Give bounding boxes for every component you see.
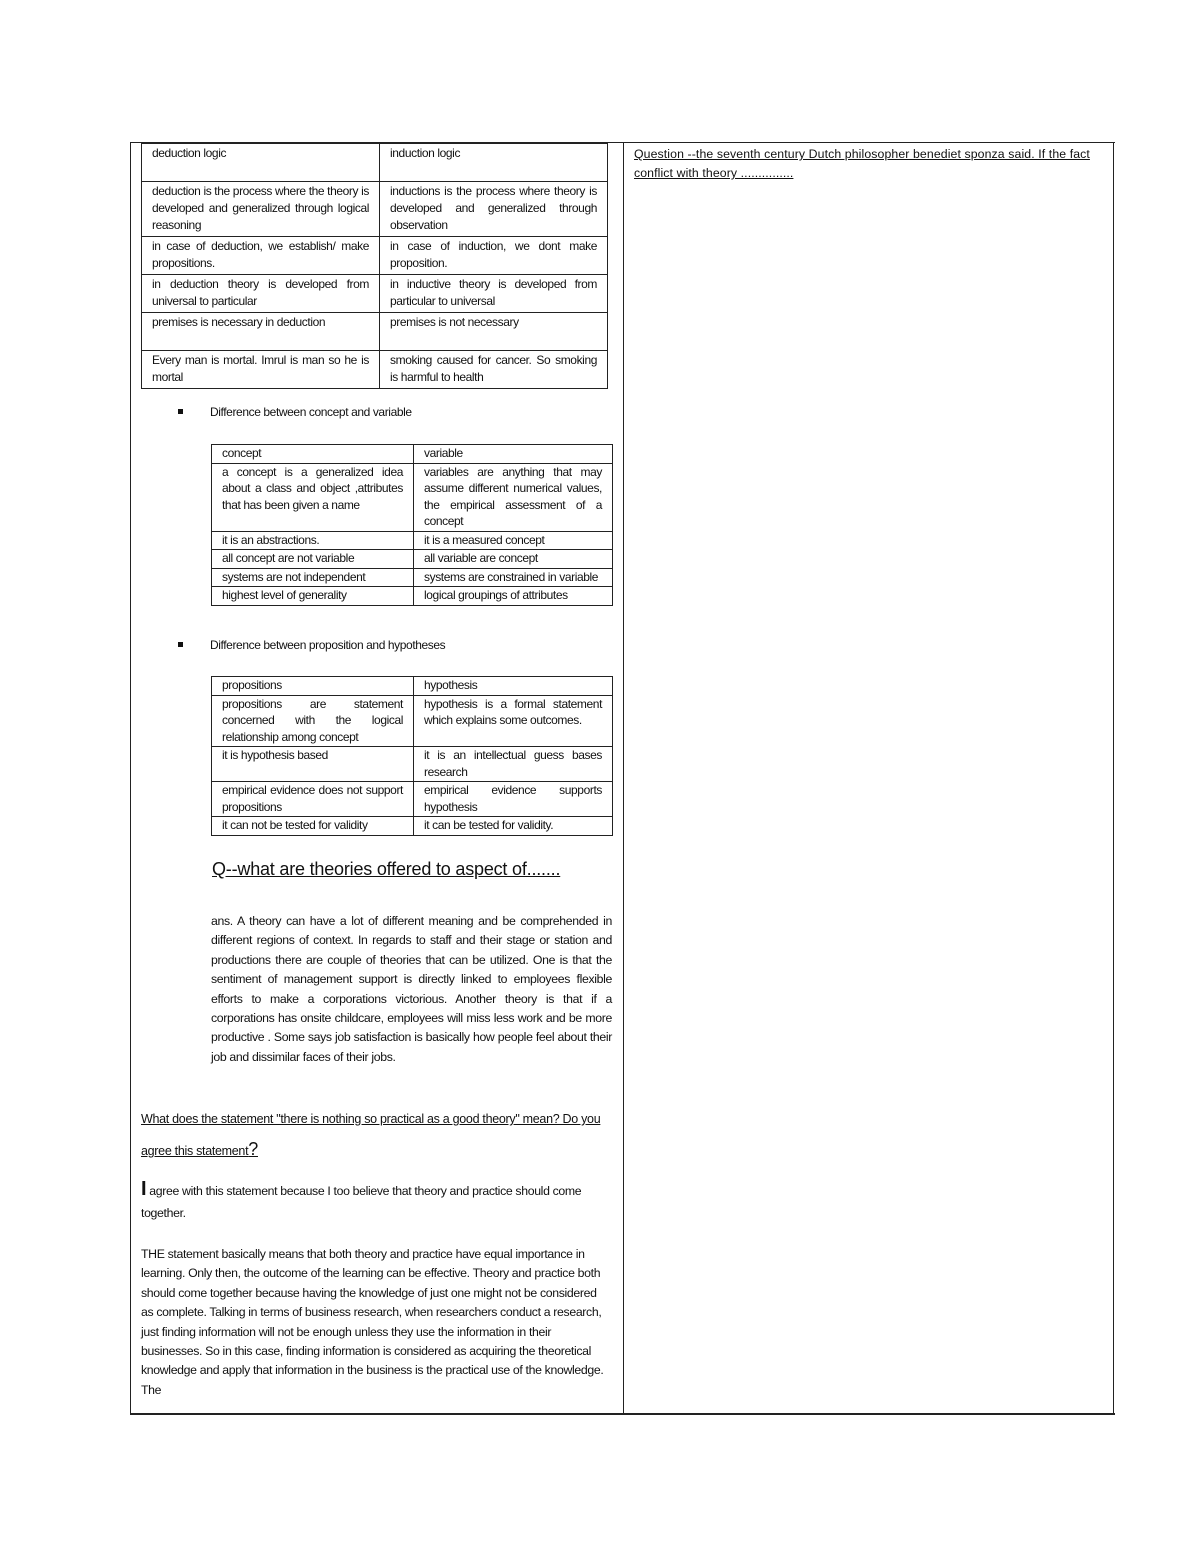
- bullet-square-icon: [178, 409, 183, 414]
- concept-variable-table: [211, 444, 613, 606]
- table-header-cell: propositions: [212, 677, 414, 696]
- bullet-square-icon: [178, 642, 183, 647]
- table-cell: systems are constrained in variable: [414, 568, 613, 587]
- table-cell: propositions are statement concerned with the logical relationship among concept: [212, 695, 414, 747]
- theories-question-heading: Q--what are theories offered to aspect of.......: [212, 859, 561, 879]
- table-header-cell: concept: [212, 445, 414, 464]
- table-cell: logical groupings of attributes: [414, 587, 613, 606]
- theories-answer-paragraph: ans. A theory can have a lot of different meaning and be comprehended in different regions of context. In regards to staff and their stage or station and productions there are couple of theories that can be utilized. One is that the sentiment of management support is directly linked to employees flexible efforts to make a corporations victorious. Another theory is that if a corporations has onsite childcare, employees will miss less work and be more productive . Some says job satisfaction is basically how people feel about their job and dissimilar faces of their jobs.: [211, 914, 612, 1064]
- table-cell: in case of deduction, we establish/ make propositions.: [142, 237, 380, 275]
- table-row: [142, 275, 608, 313]
- table-cell: all variable are concept: [414, 550, 613, 569]
- agree-initial-letter: I: [141, 1178, 147, 1200]
- agree-paragraph: [141, 1178, 611, 1224]
- table-header-cell: variable: [414, 445, 613, 464]
- table-cell: a concept is a generalized idea about a class and object ,attributes that has been given a name: [212, 463, 414, 531]
- table-row: [142, 313, 608, 351]
- bullet-text: Difference between concept and variable: [210, 405, 412, 419]
- table-cell: empirical evidence does not support propositions: [212, 782, 414, 817]
- section-bullet-proposition: [178, 638, 445, 652]
- question-mark: ?: [248, 1139, 258, 1159]
- agree-text: agree with this statement because I too believe that theory and practice should come together.: [141, 1184, 582, 1220]
- table-row: [212, 463, 613, 531]
- table-header-row: [142, 144, 608, 182]
- table-cell: hypothesis is a formal statement which explains some outcomes.: [414, 695, 613, 747]
- table-cell: variables are anything that may assume different numerical values, the empirical assessment of a concept: [414, 463, 613, 531]
- table-row: [142, 237, 608, 275]
- table-row: [142, 182, 608, 237]
- table-cell: in inductive theory is developed from particular to universal: [380, 275, 608, 313]
- table-row: [212, 747, 613, 782]
- table-cell: in deduction theory is developed from universal to particular: [142, 275, 380, 313]
- table-cell: systems are not independent: [212, 568, 414, 587]
- table-cell: all concept are not variable: [212, 550, 414, 569]
- table-row: [212, 550, 613, 569]
- table-cell: in case of induction, we dont make proposition.: [380, 237, 608, 275]
- table-cell: inductions is the process where theory is developed and generalized through observation: [380, 182, 608, 237]
- table-cell: it is an abstractions.: [212, 531, 414, 550]
- practical-question-text: What does the statement "there is nothing so practical as a good theory" mean? Do you agree this statement: [141, 1112, 601, 1158]
- deduction-induction-table: [141, 143, 608, 389]
- table-header-row: [212, 445, 613, 464]
- table-cell: it is a measured concept: [414, 531, 613, 550]
- table-header-cell: deduction logic: [142, 144, 380, 182]
- table-cell: it can be tested for validity.: [414, 817, 613, 836]
- table-cell: premises is not necessary: [380, 313, 608, 351]
- table-row: [212, 568, 613, 587]
- table-header-cell: induction logic: [380, 144, 608, 182]
- table-cell: Every man is mortal. Imrul is man so he is mortal: [142, 351, 380, 389]
- table-cell: premises is necessary in deduction: [142, 313, 380, 351]
- statement-paragraph: THE statement basically means that both theory and practice have equal importance in learning. Only then, the outcome of the learning can be effective. Theory and practice both should come together because having the knowledge of just one might not be considered as complete. Talking in terms of business research, when researchers conduct a research, just finding information will not be enough unless they use the information in their businesses. So in this case, finding information is considered as acquiring the theoretical knowledge and apply that information in the business is the practical use of the knowledge. The: [141, 1247, 604, 1397]
- table-cell: empirical evidence supports hypothesis: [414, 782, 613, 817]
- frame-right-border: [1113, 143, 1114, 1413]
- table-cell: it is an intellectual guess bases research: [414, 747, 613, 782]
- section-bullet-concept: [178, 405, 412, 419]
- table-cell: highest level of generality: [212, 587, 414, 606]
- right-column-question: Question --the seventh century Dutch philosopher benediet sponza said. If the fact conflict with theory ...............: [634, 147, 1090, 180]
- table-row: [142, 351, 608, 389]
- table-row: [212, 587, 613, 606]
- frame-left-border: [130, 143, 131, 1413]
- table-cell: smoking caused for cancer. So smoking is harmful to health: [380, 351, 608, 389]
- table-header-cell: hypothesis: [414, 677, 613, 696]
- bullet-text: Difference between proposition and hypotheses: [210, 638, 446, 652]
- proposition-hypothesis-table: [211, 676, 613, 836]
- table-header-row: [212, 677, 613, 696]
- practical-theory-question: [141, 1104, 616, 1166]
- frame-column-divider: [623, 143, 624, 1413]
- table-row: [212, 695, 613, 747]
- table-row: [212, 531, 613, 550]
- table-cell: it can not be tested for validity: [212, 817, 414, 836]
- table-cell: it is hypothesis based: [212, 747, 414, 782]
- table-row: [212, 817, 613, 836]
- table-cell: deduction is the process where the theory is developed and generalized through logical reasoning: [142, 182, 380, 237]
- table-row: [212, 782, 613, 817]
